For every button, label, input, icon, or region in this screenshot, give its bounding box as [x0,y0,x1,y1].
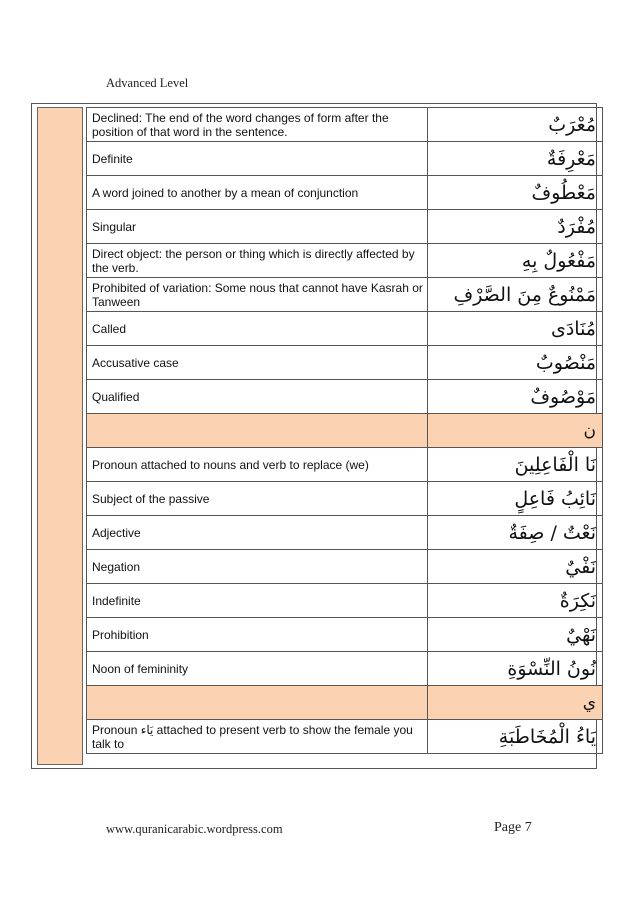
arabic-term: نَعْتٌ / صِفَةٌ [428,516,603,550]
page-number: Page 7 [494,820,532,835]
page-header: Advanced Level [106,76,189,90]
arabic-term: نَهْيٌ [428,618,603,652]
arabic-term: مُنَادَى [428,312,603,346]
arabic-term: نَكِرَةٌ [428,584,603,618]
english-definition: Called [87,312,428,346]
table-row [87,312,603,346]
english-definition: Negation [87,550,428,584]
table-row [87,482,603,516]
table-row [87,380,603,414]
english-definition: Qualified [87,380,428,414]
table-row [87,346,603,380]
english-definition: Adjective [87,516,428,550]
table-row [87,448,603,482]
table-row [87,176,603,210]
english-definition: Noon of femininity [87,652,428,686]
english-definition: A word joined to another by a mean of conjunction [87,176,428,210]
english-definition: Pronoun attached to nouns and verb to replace (we) [87,448,428,482]
english-definition: Accusative case [87,346,428,380]
english-definition: Direct object: the person or thing which is directly affected by the verb. [87,244,428,278]
english-definition: Definite [87,142,428,176]
english-definition: Prohibited of variation: Some nous that cannot have Kasrah or Tanween [87,278,428,312]
english-definition: Subject of the passive [87,482,428,516]
arabic-term: مَوْصُوفٌ [428,380,603,414]
arabic-term: نَائِبُ فَاعِلٍ [428,482,603,516]
table-row [87,244,603,278]
english-definition: Prohibition [87,618,428,652]
table-row [87,210,603,244]
english-definition: Pronoun يَاء attached to present verb to show the female you talk to [87,720,428,754]
arabic-letter-heading: ي [428,686,603,720]
english-definition: Indefinite [87,584,428,618]
arabic-term: مَعْرِفَةٌ [428,142,603,176]
arabic-term: نُونُ النِّسْوَةِ [428,652,603,686]
table-row [87,142,603,176]
letter-row [87,686,603,720]
arabic-term: مَعْطُوفٌ [428,176,603,210]
table-row [87,584,603,618]
table-row [87,550,603,584]
english-definition [87,686,428,720]
table-row [87,720,603,754]
english-definition: Singular [87,210,428,244]
vocabulary-table [86,107,603,754]
table-row [87,278,603,312]
arabic-letter-heading: ن [428,414,603,448]
arabic-term: مَمْنُوعٌ مِنَ الصَّرْفِ [428,278,603,312]
arabic-term: مُفْرَدٌ [428,210,603,244]
arabic-term: مَفْعُولٌ بِهِ [428,244,603,278]
arabic-term: مُعْرَبٌ [428,108,603,142]
sidebar-column [37,107,83,765]
letter-row [87,414,603,448]
arabic-term: نَفْيٌ [428,550,603,584]
arabic-term: نَا الْفَاعِلِينَ [428,448,603,482]
arabic-term: مَنْصُوبٌ [428,346,603,380]
arabic-term: يَاءُ الْمُخَاطَبَةِ [428,720,603,754]
table-row [87,108,603,142]
english-definition [87,414,428,448]
table-row [87,652,603,686]
english-definition: Declined: The end of the word changes of form after the position of that word in the sentence. [87,108,428,142]
footer-url: www.quranicarabic.wordpress.com [106,822,283,836]
table-row [87,618,603,652]
table-row [87,516,603,550]
